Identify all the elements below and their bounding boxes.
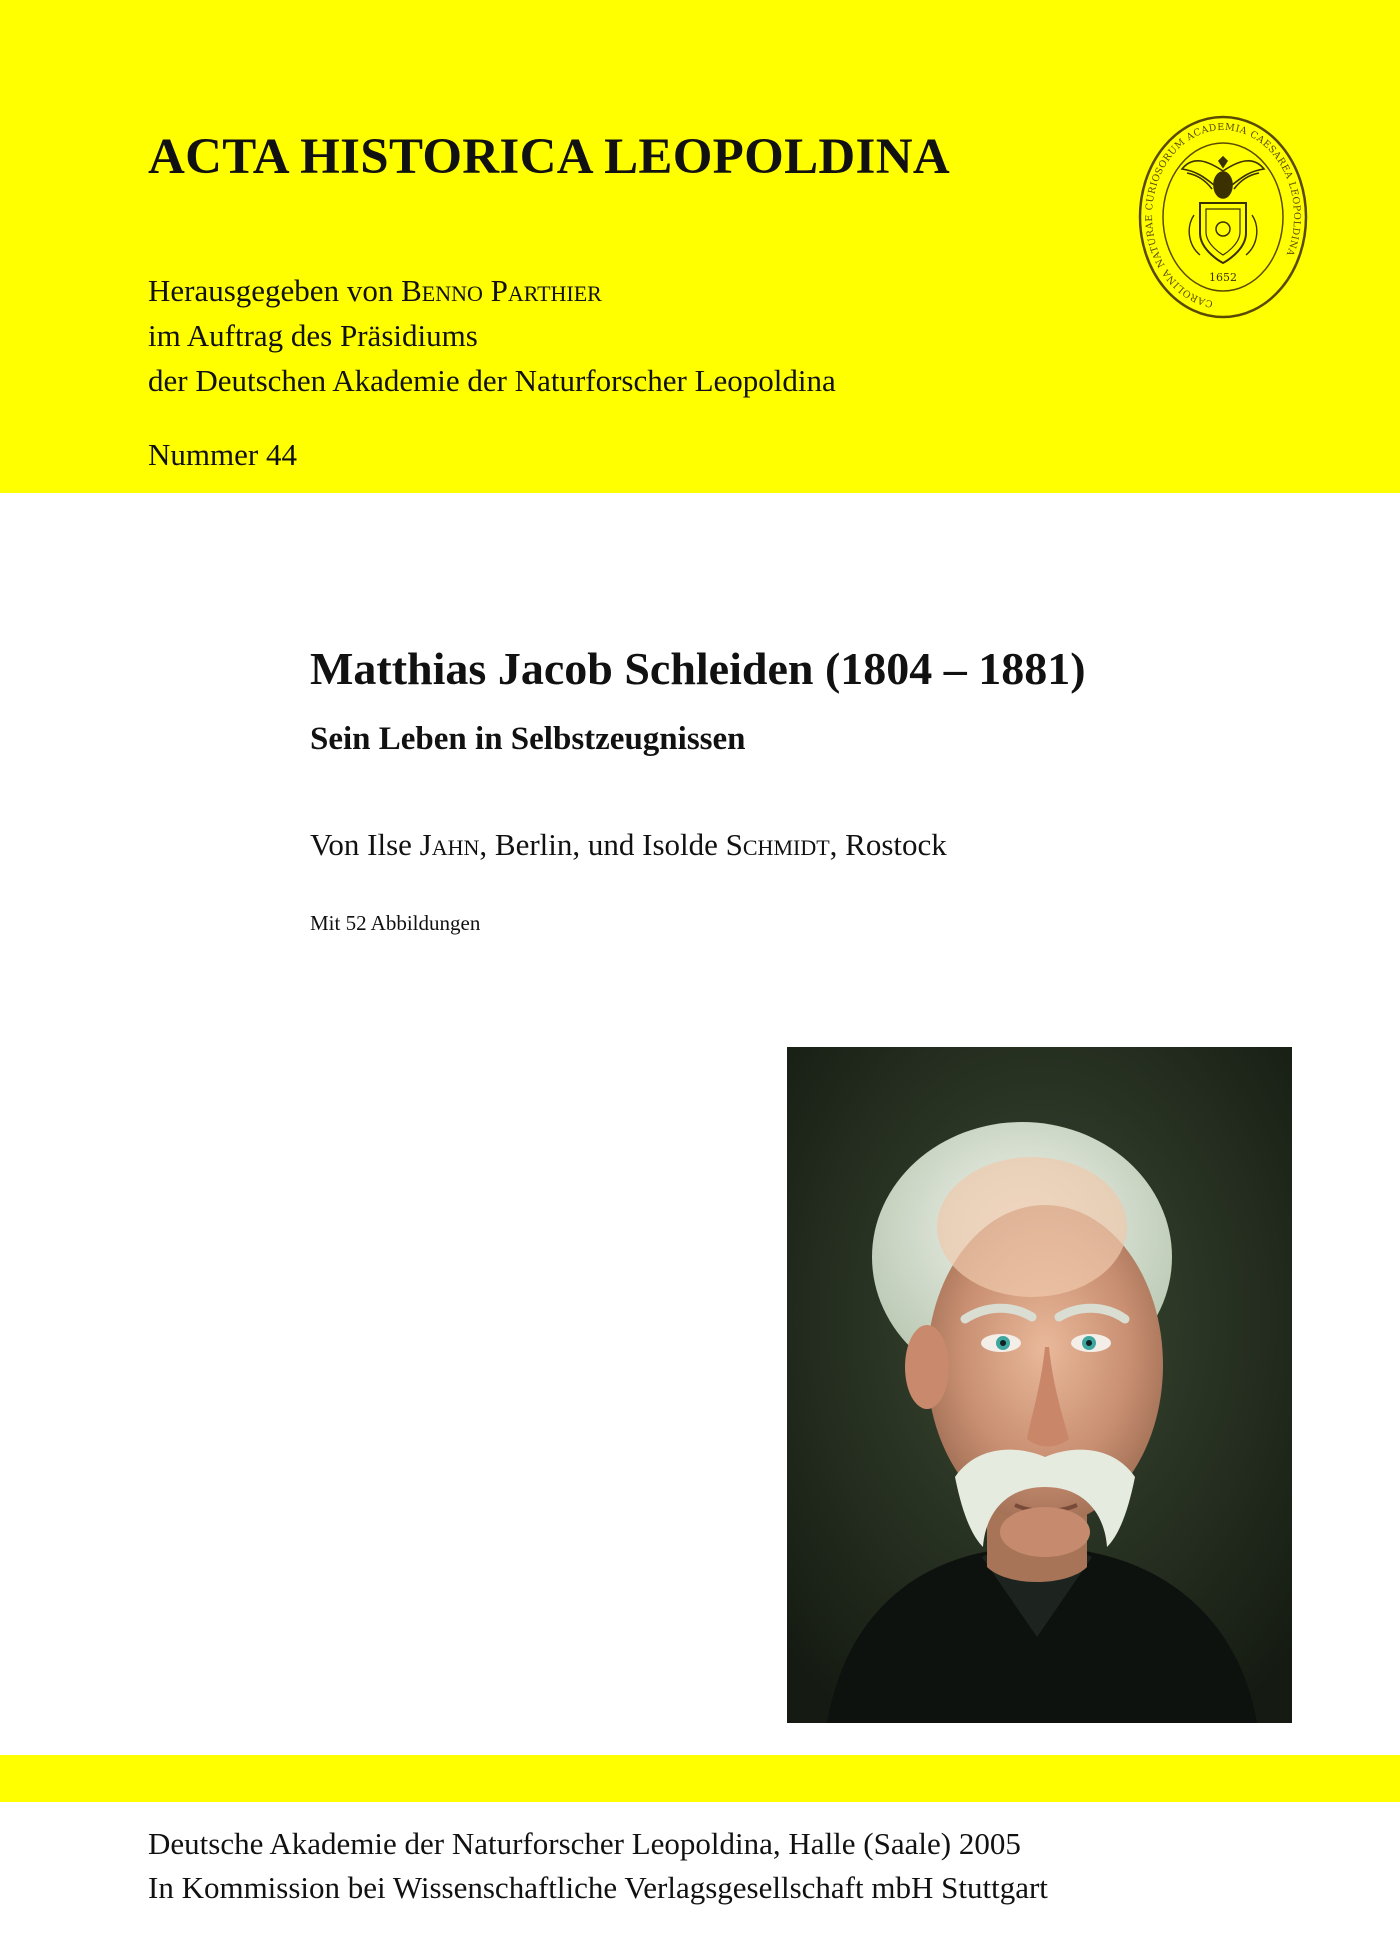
illustrations-note: Mit 52 Abbildungen <box>310 911 481 935</box>
publisher-line-2: In Kommission bei Wissenschaftliche Verlagsgesellschaft mbH Stuttgart <box>148 1870 1048 1905</box>
authors-line <box>310 827 947 863</box>
editor-line <box>148 268 836 313</box>
book-title: Matthias Jacob Schleiden (1804 – 1881) <box>310 643 1086 694</box>
editor-block <box>148 268 836 403</box>
editor-name: Benno Parthier <box>401 273 602 308</box>
book-subtitle: Sein Leben in Selbstzeugnissen <box>310 721 746 757</box>
seal-inscription: CAROLINA NATURAE CURIOSORUM ACADEMIA CAESAREA LEOPOLDINA <box>1144 121 1303 310</box>
portrait-drawing <box>787 1047 1292 1723</box>
academy-line: der Deutschen Akademie der Naturforscher Leopoldina <box>148 363 836 398</box>
authors-prefix: Von Ilse <box>310 827 420 862</box>
editor-prefix: Herausgegeben von <box>148 273 402 308</box>
seal-year: 1652 <box>1209 271 1237 284</box>
publisher-block <box>148 1822 1048 1910</box>
issue-number: Nummer 44 <box>148 437 297 472</box>
author2-surname: Schmidt <box>725 827 830 862</box>
footer-band <box>0 1755 1400 1802</box>
author1-surname: Jahn <box>419 827 480 862</box>
series-title: ACTA HISTORICA LEOPOLDINA <box>148 129 950 185</box>
publisher-line-1: Deutsche Akademie der Naturforscher Leopoldina, Halle (Saale) 2005 <box>148 1826 1021 1861</box>
academy-seal-icon <box>1138 115 1308 320</box>
authors-suffix: , Rostock <box>829 827 947 862</box>
authors-middle: , Berlin, und Isolde <box>479 827 726 862</box>
commission-line: im Auftrag des Präsidiums <box>148 318 478 353</box>
portrait-image <box>787 1047 1292 1723</box>
